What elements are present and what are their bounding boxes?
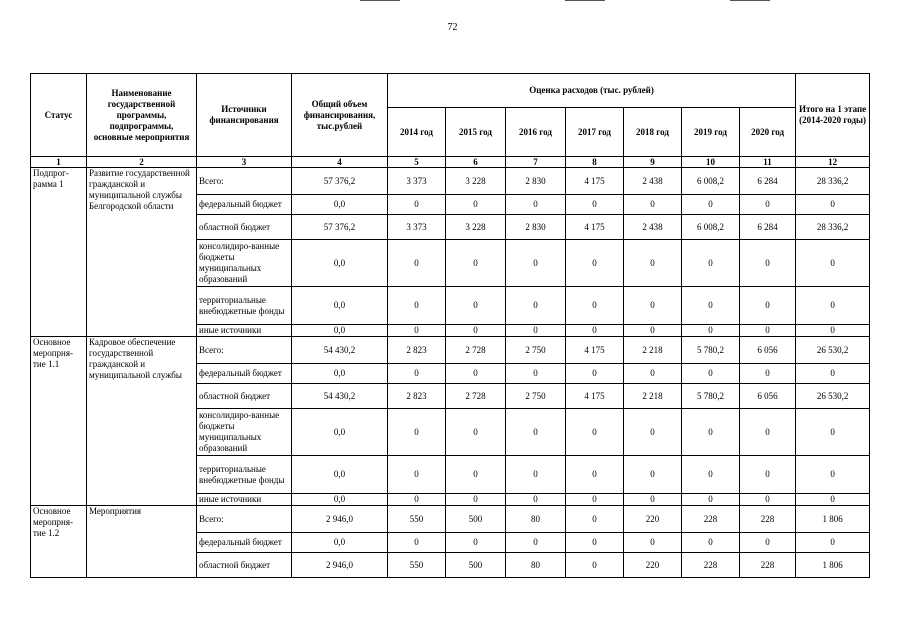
table-row <box>31 168 870 195</box>
year-value-cell: 0 <box>682 364 740 384</box>
stage-total-cell: 0 <box>796 533 870 553</box>
column-number-row <box>31 157 870 168</box>
year-value-cell: 6 056 <box>740 337 796 364</box>
table-row <box>31 506 870 533</box>
stage-total-cell: 0 <box>796 456 870 494</box>
year-value-cell: 0 <box>740 494 796 506</box>
year-value-cell: 2 750 <box>506 337 566 364</box>
source-cell: консолидиро-ванные бюджеты муниципальных образований <box>197 240 292 287</box>
year-value-cell: 0 <box>506 195 566 215</box>
year-value-cell: 0 <box>566 494 624 506</box>
year-value-cell: 0 <box>566 409 624 456</box>
source-cell: федеральный бюджет <box>197 364 292 384</box>
total-cell: 0,0 <box>292 325 388 337</box>
year-value-cell: 0 <box>682 240 740 287</box>
year-value-cell: 0 <box>682 533 740 553</box>
year-value-cell: 0 <box>388 325 446 337</box>
header-year: 2017 год <box>566 108 624 157</box>
program-name-cell: Кадровое обеспечение государственной гражданской и муниципальной службы <box>87 337 197 506</box>
year-value-cell: 0 <box>566 195 624 215</box>
year-value-cell: 0 <box>740 195 796 215</box>
total-cell: 57 376,2 <box>292 215 388 240</box>
stage-total-cell: 28 336,2 <box>796 215 870 240</box>
year-value-cell: 0 <box>740 240 796 287</box>
year-value-cell: 0 <box>740 325 796 337</box>
year-value-cell: 6 284 <box>740 168 796 195</box>
column-number: 8 <box>566 157 624 168</box>
year-value-cell: 5 780,2 <box>682 337 740 364</box>
total-cell: 2 946,0 <box>292 506 388 533</box>
year-value-cell: 0 <box>740 456 796 494</box>
year-value-cell: 0 <box>388 533 446 553</box>
year-value-cell: 0 <box>506 494 566 506</box>
year-value-cell: 0 <box>682 494 740 506</box>
year-value-cell: 0 <box>566 506 624 533</box>
page-number: 72 <box>447 22 458 33</box>
stage-total-cell: 0 <box>796 364 870 384</box>
scan-edge-line <box>565 0 605 1</box>
year-value-cell: 0 <box>624 494 682 506</box>
column-number: 12 <box>796 157 870 168</box>
total-cell: 0,0 <box>292 287 388 325</box>
stage-total-cell: 0 <box>796 494 870 506</box>
stage-total-cell: 0 <box>796 240 870 287</box>
year-value-cell: 2 823 <box>388 337 446 364</box>
scan-edge-line <box>730 0 770 1</box>
stage-total-cell: 0 <box>796 325 870 337</box>
header-status: Статус <box>31 74 87 157</box>
year-value-cell: 6 284 <box>740 215 796 240</box>
total-cell: 54 430,2 <box>292 384 388 409</box>
year-value-cell: 0 <box>446 456 506 494</box>
year-value-cell: 228 <box>740 553 796 578</box>
stage-total-cell: 1 806 <box>796 506 870 533</box>
year-value-cell: 0 <box>388 364 446 384</box>
year-value-cell: 2 830 <box>506 168 566 195</box>
year-value-cell: 80 <box>506 553 566 578</box>
year-value-cell: 3 373 <box>388 215 446 240</box>
header-year: 2018 год <box>624 108 682 157</box>
year-value-cell: 0 <box>624 533 682 553</box>
total-cell: 0,0 <box>292 456 388 494</box>
year-value-cell: 0 <box>624 364 682 384</box>
stage-total-cell: 0 <box>796 287 870 325</box>
year-value-cell: 228 <box>682 506 740 533</box>
year-value-cell: 6 056 <box>740 384 796 409</box>
year-value-cell: 0 <box>682 325 740 337</box>
year-value-cell: 0 <box>740 409 796 456</box>
column-number: 7 <box>506 157 566 168</box>
year-value-cell: 220 <box>624 553 682 578</box>
source-cell: Всего: <box>197 506 292 533</box>
year-value-cell: 2 438 <box>624 215 682 240</box>
year-value-cell: 0 <box>624 195 682 215</box>
source-cell: федеральный бюджет <box>197 533 292 553</box>
year-value-cell: 228 <box>682 553 740 578</box>
year-value-cell: 228 <box>740 506 796 533</box>
year-value-cell: 0 <box>446 494 506 506</box>
year-value-cell: 0 <box>566 240 624 287</box>
year-value-cell: 0 <box>566 325 624 337</box>
year-value-cell: 0 <box>388 494 446 506</box>
year-value-cell: 0 <box>624 287 682 325</box>
year-value-cell: 0 <box>566 287 624 325</box>
year-value-cell: 0 <box>388 240 446 287</box>
year-value-cell: 2 830 <box>506 215 566 240</box>
stage-total-cell: 26 530,2 <box>796 337 870 364</box>
column-number: 5 <box>388 157 446 168</box>
total-cell: 0,0 <box>292 409 388 456</box>
year-value-cell: 2 750 <box>506 384 566 409</box>
header-year: 2015 год <box>446 108 506 157</box>
year-value-cell: 500 <box>446 506 506 533</box>
year-value-cell: 0 <box>566 553 624 578</box>
column-number: 1 <box>31 157 87 168</box>
column-number: 9 <box>624 157 682 168</box>
status-cell: Основное меропрня-тие 1.2 <box>31 506 87 578</box>
year-value-cell: 0 <box>446 409 506 456</box>
year-value-cell: 0 <box>506 533 566 553</box>
header-year: 2016 год <box>506 108 566 157</box>
year-value-cell: 0 <box>446 287 506 325</box>
column-number: 6 <box>446 157 506 168</box>
source-cell: территориальные внебюджетные фонды <box>197 456 292 494</box>
program-name-cell: Развитие государственной гражданской и муниципальной службы Белгородской области <box>87 168 197 337</box>
year-value-cell: 0 <box>388 287 446 325</box>
year-value-cell: 0 <box>566 364 624 384</box>
year-value-cell: 0 <box>624 240 682 287</box>
year-value-cell: 0 <box>624 409 682 456</box>
source-cell: территориальные внебюджетные фонды <box>197 287 292 325</box>
total-cell: 2 946,0 <box>292 553 388 578</box>
year-value-cell: 0 <box>682 456 740 494</box>
header-stage-total: Итого на 1 этапе (2014-2020 годы) <box>796 74 870 157</box>
total-cell: 0,0 <box>292 195 388 215</box>
year-value-cell: 0 <box>506 325 566 337</box>
total-cell: 0,0 <box>292 364 388 384</box>
year-value-cell: 0 <box>682 409 740 456</box>
source-cell: областной бюджет <box>197 553 292 578</box>
source-cell: иные источники <box>197 494 292 506</box>
year-value-cell: 0 <box>506 240 566 287</box>
total-cell: 54 430,2 <box>292 337 388 364</box>
column-number: 2 <box>87 157 197 168</box>
year-value-cell: 0 <box>566 456 624 494</box>
year-value-cell: 0 <box>388 409 446 456</box>
header-year: 2020 год <box>740 108 796 157</box>
year-value-cell: 6 008,2 <box>682 215 740 240</box>
total-cell: 0,0 <box>292 240 388 287</box>
year-value-cell: 0 <box>682 287 740 325</box>
year-value-cell: 4 175 <box>566 168 624 195</box>
year-value-cell: 0 <box>740 287 796 325</box>
header-year: 2014 год <box>388 108 446 157</box>
year-value-cell: 0 <box>506 364 566 384</box>
year-value-cell: 2 438 <box>624 168 682 195</box>
status-cell: Основное меропрня-тие 1.1 <box>31 337 87 506</box>
stage-total-cell: 0 <box>796 409 870 456</box>
source-cell: Всего: <box>197 337 292 364</box>
year-value-cell: 0 <box>506 287 566 325</box>
column-number: 3 <box>197 157 292 168</box>
year-value-cell: 2 218 <box>624 384 682 409</box>
year-value-cell: 550 <box>388 506 446 533</box>
column-number: 10 <box>682 157 740 168</box>
source-cell: консолидиро-ванные бюджеты муниципальных образований <box>197 409 292 456</box>
column-number: 4 <box>292 157 388 168</box>
year-value-cell: 0 <box>566 533 624 553</box>
year-value-cell: 0 <box>388 456 446 494</box>
year-value-cell: 4 175 <box>566 215 624 240</box>
year-value-cell: 0 <box>624 325 682 337</box>
table-body <box>31 168 870 578</box>
year-value-cell: 6 008,2 <box>682 168 740 195</box>
year-value-cell: 220 <box>624 506 682 533</box>
year-value-cell: 550 <box>388 553 446 578</box>
header-year: 2019 год <box>682 108 740 157</box>
program-name-cell: Мероприятия <box>87 506 197 578</box>
source-cell: областной бюджет <box>197 384 292 409</box>
table-row <box>31 337 870 364</box>
year-value-cell: 2 218 <box>624 337 682 364</box>
year-value-cell: 0 <box>388 195 446 215</box>
budget-table <box>30 73 870 578</box>
year-value-cell: 0 <box>446 533 506 553</box>
year-value-cell: 3 373 <box>388 168 446 195</box>
stage-total-cell: 26 530,2 <box>796 384 870 409</box>
year-value-cell: 0 <box>446 325 506 337</box>
total-cell: 0,0 <box>292 494 388 506</box>
year-value-cell: 4 175 <box>566 384 624 409</box>
total-cell: 57 376,2 <box>292 168 388 195</box>
year-value-cell: 500 <box>446 553 506 578</box>
year-value-cell: 5 780,2 <box>682 384 740 409</box>
header-program: Наименование государственной программы, подпрограммы, основные мероприятия <box>87 74 197 157</box>
source-cell: областной бюджет <box>197 215 292 240</box>
year-value-cell: 0 <box>446 364 506 384</box>
source-cell: Всего: <box>197 168 292 195</box>
year-value-cell: 0 <box>740 533 796 553</box>
header-estimate: Оценка расходов (тыс. рублей) <box>388 74 796 108</box>
year-value-cell: 0 <box>446 195 506 215</box>
year-value-cell: 4 175 <box>566 337 624 364</box>
year-value-cell: 0 <box>624 456 682 494</box>
year-value-cell: 80 <box>506 506 566 533</box>
year-value-cell: 0 <box>682 195 740 215</box>
source-cell: федеральный бюджет <box>197 195 292 215</box>
year-value-cell: 3 228 <box>446 168 506 195</box>
year-value-cell: 2 823 <box>388 384 446 409</box>
year-value-cell: 0 <box>506 409 566 456</box>
header-total: Общий объем финансирования, тыс.рублей <box>292 74 388 157</box>
year-value-cell: 0 <box>446 240 506 287</box>
header-sources: Источники финансирования <box>197 74 292 157</box>
year-value-cell: 0 <box>506 456 566 494</box>
year-value-cell: 2 728 <box>446 337 506 364</box>
source-cell: иные источники <box>197 325 292 337</box>
year-value-cell: 2 728 <box>446 384 506 409</box>
year-value-cell: 0 <box>740 364 796 384</box>
column-number: 11 <box>740 157 796 168</box>
stage-total-cell: 1 806 <box>796 553 870 578</box>
stage-total-cell: 0 <box>796 195 870 215</box>
year-value-cell: 3 228 <box>446 215 506 240</box>
total-cell: 0,0 <box>292 533 388 553</box>
stage-total-cell: 28 336,2 <box>796 168 870 195</box>
scan-edge-line <box>360 0 400 1</box>
status-cell: Подпрог-рамма 1 <box>31 168 87 337</box>
